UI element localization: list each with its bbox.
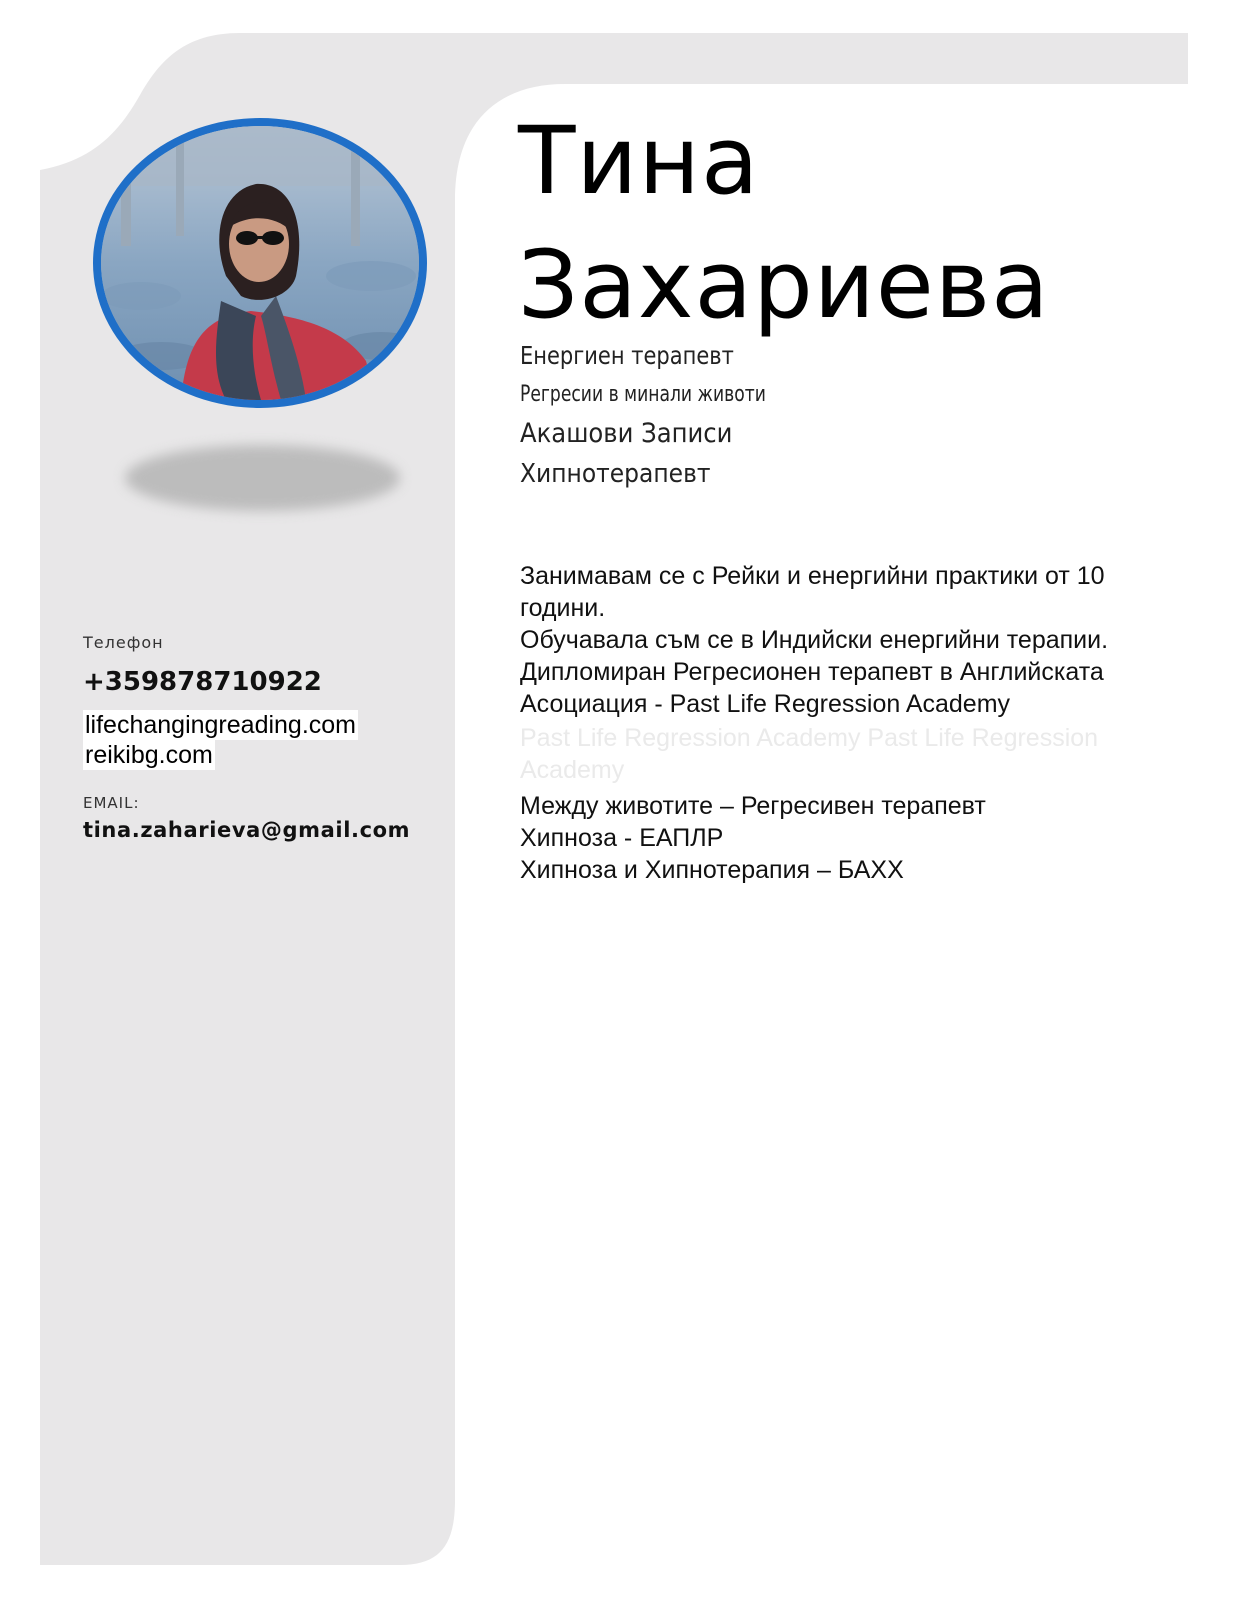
title-hypnotherapist: Хипнотерапевт: [520, 459, 711, 489]
bio-line: Между животите – Регресивен терапевт: [520, 792, 986, 820]
name-heading: [518, 100, 1050, 348]
bio-paragraph: Дипломиран Регресионен терапевт в Английската Асоциация - Past Life Regression Academy: [520, 658, 1104, 718]
website-link[interactable]: lifechangingreading.com: [85, 711, 357, 739]
phone-label: Телефон: [83, 633, 164, 652]
email-label: EMAIL:: [83, 794, 140, 812]
bio-line: Хипноза и Хипнотерапия – БАХХ: [520, 856, 904, 884]
last-name: Захариева: [518, 231, 1050, 340]
bio-line: Хипноза - ЕАПЛР: [520, 824, 724, 852]
professional-titles: [520, 336, 835, 494]
phone-number[interactable]: +359878710922: [83, 667, 322, 697]
title-energy-therapist: Енергиен терапевт: [520, 341, 734, 370]
faded-text: Past Life Regression Academy Past Life Regression Academy: [520, 724, 1099, 784]
bio-paragraph: Занимавам се с Рейки и енергийни практики от 10 години.: [520, 562, 1105, 622]
title-akashic-records: Акашови Записи: [520, 418, 733, 449]
email-address[interactable]: tina.zaharieva@gmail.com: [83, 818, 411, 842]
first-name: Тина: [518, 107, 760, 216]
portrait-image: [101, 126, 419, 400]
profile-photo: [93, 118, 427, 408]
bio-paragraph: Обучавала съм се в Индийски енергийни терапии.: [520, 626, 1109, 654]
photo-shadow: [125, 445, 400, 511]
website-link[interactable]: reikibg.com: [85, 741, 213, 769]
title-past-life-regression: Регресии в минали животи: [520, 382, 766, 407]
bio-section: [520, 560, 1170, 886]
